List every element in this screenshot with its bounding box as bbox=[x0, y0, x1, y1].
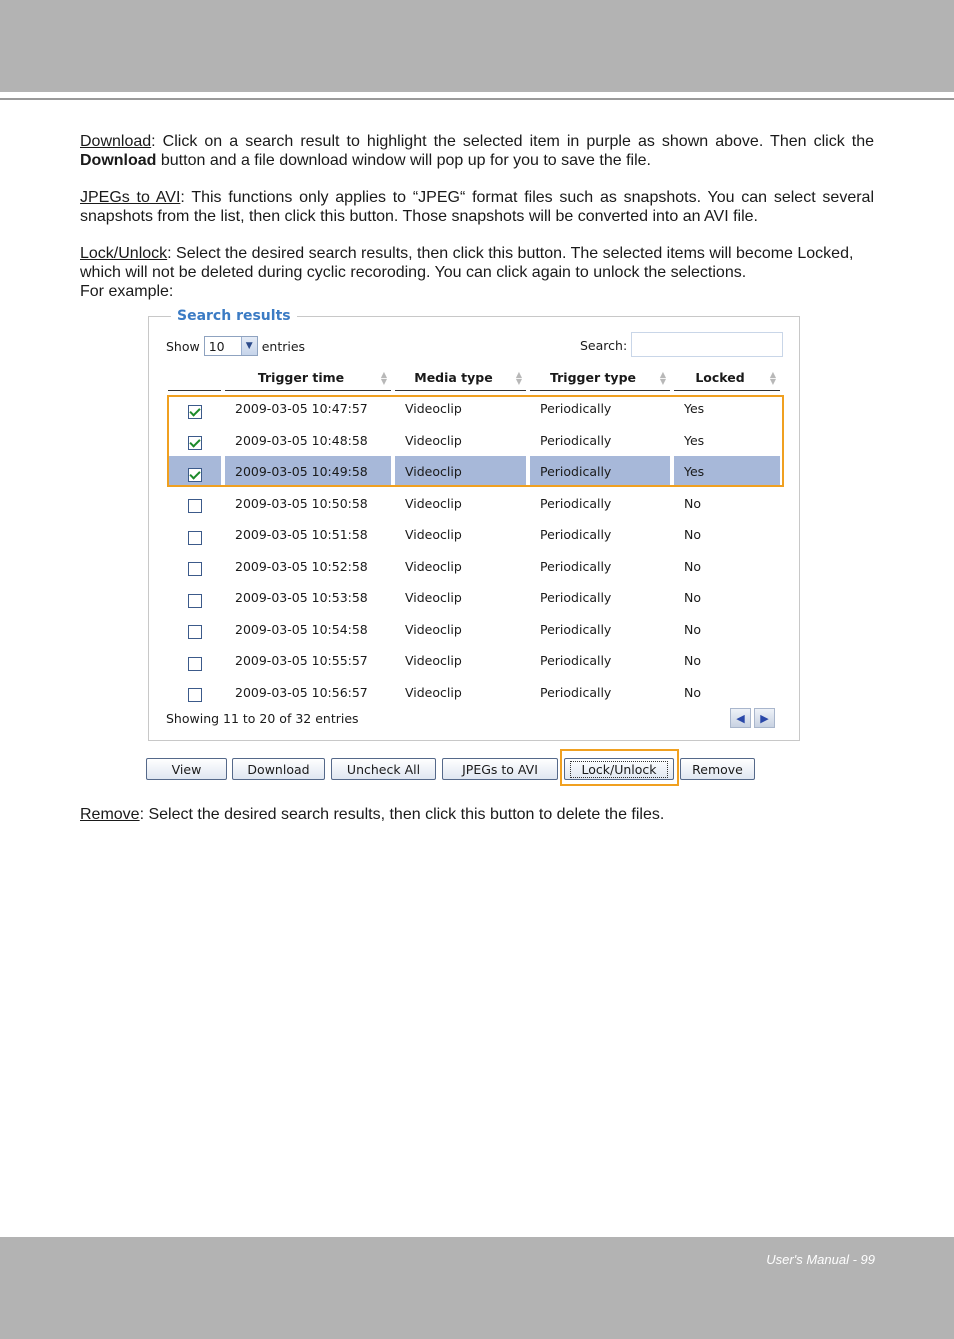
paragraph-text: button and a file download window will pop up for you to save the file. bbox=[156, 152, 651, 169]
entries-label: entries bbox=[261, 338, 306, 354]
sort-icon: ▲ ▼ bbox=[659, 369, 667, 386]
sort-icon: ▲ ▼ bbox=[515, 369, 523, 386]
cell-time: 2009-03-05 10:52:58 bbox=[235, 558, 368, 574]
cell-trigger: Periodically bbox=[540, 590, 612, 605]
column-media-type[interactable] bbox=[395, 365, 526, 391]
highlight-locked-rows bbox=[167, 395, 784, 487]
term-jpegs-to-avi: JPEGs to AVI bbox=[80, 189, 181, 206]
cell-locked: No bbox=[684, 495, 701, 511]
cell-locked: No bbox=[684, 621, 701, 637]
showing-info: Showing 11 to 20 of 32 entries bbox=[166, 711, 359, 726]
prev-page-button[interactable] bbox=[730, 708, 751, 728]
row-checkbox[interactable] bbox=[188, 499, 202, 513]
cell-media: Videoclip bbox=[395, 456, 526, 487]
cell-media: Videoclip bbox=[405, 621, 462, 637]
cell-media: Videoclip bbox=[405, 495, 462, 511]
pagination bbox=[730, 708, 775, 728]
cell-time: 2009-03-05 10:53:58 bbox=[235, 590, 368, 605]
cell-trigger: Periodically bbox=[540, 558, 612, 574]
cell-trigger: Periodically bbox=[540, 495, 612, 511]
row-checkbox-cell bbox=[168, 645, 221, 676]
cell-time: 2009-03-05 10:48:58 bbox=[235, 432, 368, 448]
paragraph-jpegs bbox=[80, 188, 874, 226]
cell-trigger: Periodically bbox=[540, 684, 612, 700]
table-row[interactable] bbox=[168, 645, 780, 676]
cell-time: 2009-03-05 10:47:57 bbox=[235, 401, 368, 416]
search-results-panel bbox=[148, 308, 800, 741]
cell-locked: No bbox=[684, 684, 701, 700]
cell-time: 2009-03-05 10:51:58 bbox=[235, 527, 368, 542]
row-checkbox-cell bbox=[168, 519, 221, 550]
cell-time: 2009-03-05 10:49:58 bbox=[225, 456, 391, 487]
bold-download: Download bbox=[80, 152, 157, 169]
entries-select[interactable] bbox=[204, 336, 258, 356]
cell-trigger: Periodically bbox=[540, 401, 612, 416]
show-label: Show bbox=[166, 338, 200, 354]
cell-trigger: Periodically bbox=[540, 432, 612, 448]
table-row[interactable] bbox=[168, 519, 780, 550]
highlight-lock-unlock bbox=[560, 749, 679, 786]
sort-icon: ▲ ▼ bbox=[380, 369, 388, 386]
arrow-left-icon: ◀ bbox=[736, 711, 745, 725]
row-checkbox[interactable] bbox=[188, 594, 202, 608]
table-row[interactable] bbox=[168, 582, 780, 613]
header-band bbox=[0, 0, 954, 92]
row-checkbox-cell bbox=[168, 488, 221, 519]
table-row[interactable] bbox=[168, 551, 780, 582]
cell-locked: Yes bbox=[684, 401, 705, 416]
paragraph-lock bbox=[80, 244, 874, 301]
cell-trigger: Periodically bbox=[540, 527, 612, 542]
row-checkbox[interactable] bbox=[188, 562, 202, 576]
next-page-button[interactable] bbox=[754, 708, 775, 728]
row-checkbox-cell bbox=[168, 677, 221, 708]
cell-media: Videoclip bbox=[405, 558, 462, 574]
column-checkbox bbox=[168, 365, 221, 391]
page-number: User's Manual - 99 bbox=[766, 1252, 875, 1267]
arrow-right-icon: ▶ bbox=[760, 711, 769, 725]
column-trigger-time[interactable] bbox=[225, 365, 391, 391]
table-row[interactable] bbox=[168, 614, 780, 645]
button-label: Remove bbox=[692, 761, 743, 777]
cell-trigger: Periodically bbox=[530, 456, 670, 487]
cell-locked: Yes bbox=[674, 456, 780, 487]
button-label: Uncheck All bbox=[346, 761, 421, 777]
entries-select-value: 10 bbox=[208, 338, 225, 354]
cell-locked: No bbox=[684, 527, 701, 542]
button-label: Lock/Unlock bbox=[570, 761, 667, 778]
header-rule bbox=[0, 98, 954, 100]
search-label: Search: bbox=[580, 338, 628, 353]
column-locked[interactable] bbox=[674, 365, 780, 391]
cell-media: Videoclip bbox=[405, 590, 462, 605]
show-entries bbox=[166, 336, 305, 356]
term-download: Download bbox=[80, 133, 152, 150]
column-label: Media type bbox=[414, 370, 493, 385]
cell-locked: No bbox=[684, 590, 701, 605]
cell-trigger: Periodically bbox=[540, 653, 612, 668]
button-label: View bbox=[171, 761, 202, 777]
action-buttons bbox=[146, 758, 806, 782]
cell-media: Videoclip bbox=[405, 684, 462, 700]
paragraph-text: : This functions only applies to “JPEG“ format files such as snapshots. You can select several snapshots from the list, then click this button. Those snapshots will be converted into an AVI file. bbox=[80, 189, 875, 225]
paragraph-text: : Click on a search result to highlight the selected item in purple as shown above. Then click the bbox=[151, 133, 874, 150]
download-button[interactable] bbox=[232, 758, 325, 780]
column-label: Trigger time bbox=[257, 370, 345, 385]
row-checkbox-cell bbox=[168, 551, 221, 582]
cell-time: 2009-03-05 10:56:57 bbox=[235, 684, 368, 700]
chevron-down-icon[interactable]: ▼ bbox=[241, 337, 257, 355]
column-label: Trigger type bbox=[549, 370, 637, 385]
cell-time: 2009-03-05 10:55:57 bbox=[235, 653, 368, 668]
sort-icon: ▲ ▼ bbox=[769, 369, 777, 386]
row-checkbox[interactable] bbox=[188, 531, 202, 545]
jpegs-to-avi-button[interactable] bbox=[442, 758, 558, 780]
uncheck-all-button[interactable] bbox=[331, 758, 436, 780]
cell-media: Videoclip bbox=[405, 653, 462, 668]
row-checkbox-cell bbox=[168, 582, 221, 613]
row-checkbox[interactable] bbox=[188, 688, 202, 702]
cell-trigger: Periodically bbox=[540, 621, 612, 637]
remove-button[interactable] bbox=[680, 758, 755, 780]
cell-media: Videoclip bbox=[405, 432, 462, 448]
row-checkbox[interactable] bbox=[188, 625, 202, 639]
button-label: JPEGs to AVI bbox=[462, 761, 538, 777]
row-checkbox-cell bbox=[168, 614, 221, 645]
panel-legend: Search results bbox=[171, 308, 297, 324]
table-header bbox=[168, 365, 780, 391]
paragraph-text: : Select the desired search results, then click this button to delete the files. bbox=[139, 806, 665, 823]
paragraph-text: For example: bbox=[80, 283, 174, 300]
term-lock-unlock: Lock/Unlock bbox=[80, 245, 168, 262]
cell-locked: Yes bbox=[684, 432, 705, 448]
column-trigger-type[interactable] bbox=[530, 365, 670, 391]
cell-locked: No bbox=[684, 558, 701, 574]
paragraph-remove bbox=[80, 805, 874, 824]
row-checkbox[interactable] bbox=[188, 657, 202, 671]
table-row[interactable] bbox=[168, 677, 780, 708]
search-input[interactable] bbox=[631, 332, 783, 357]
cell-time: 2009-03-05 10:54:58 bbox=[235, 621, 368, 637]
paragraph-text: : Select the desired search results, then click this button. The selected items will become Locked, which will not be deleted during cyclic recoroding. You can click again to unlock the selections. bbox=[80, 245, 854, 281]
column-label: Locked bbox=[695, 370, 745, 385]
table-row[interactable] bbox=[168, 488, 780, 519]
cell-time: 2009-03-05 10:50:58 bbox=[235, 495, 368, 511]
term-remove: Remove bbox=[80, 806, 140, 823]
cell-media: Videoclip bbox=[405, 401, 462, 416]
view-button[interactable] bbox=[146, 758, 227, 780]
cell-locked: No bbox=[684, 653, 701, 668]
cell-media: Videoclip bbox=[405, 527, 462, 542]
button-label: Download bbox=[247, 761, 310, 777]
paragraph-download bbox=[80, 132, 874, 170]
